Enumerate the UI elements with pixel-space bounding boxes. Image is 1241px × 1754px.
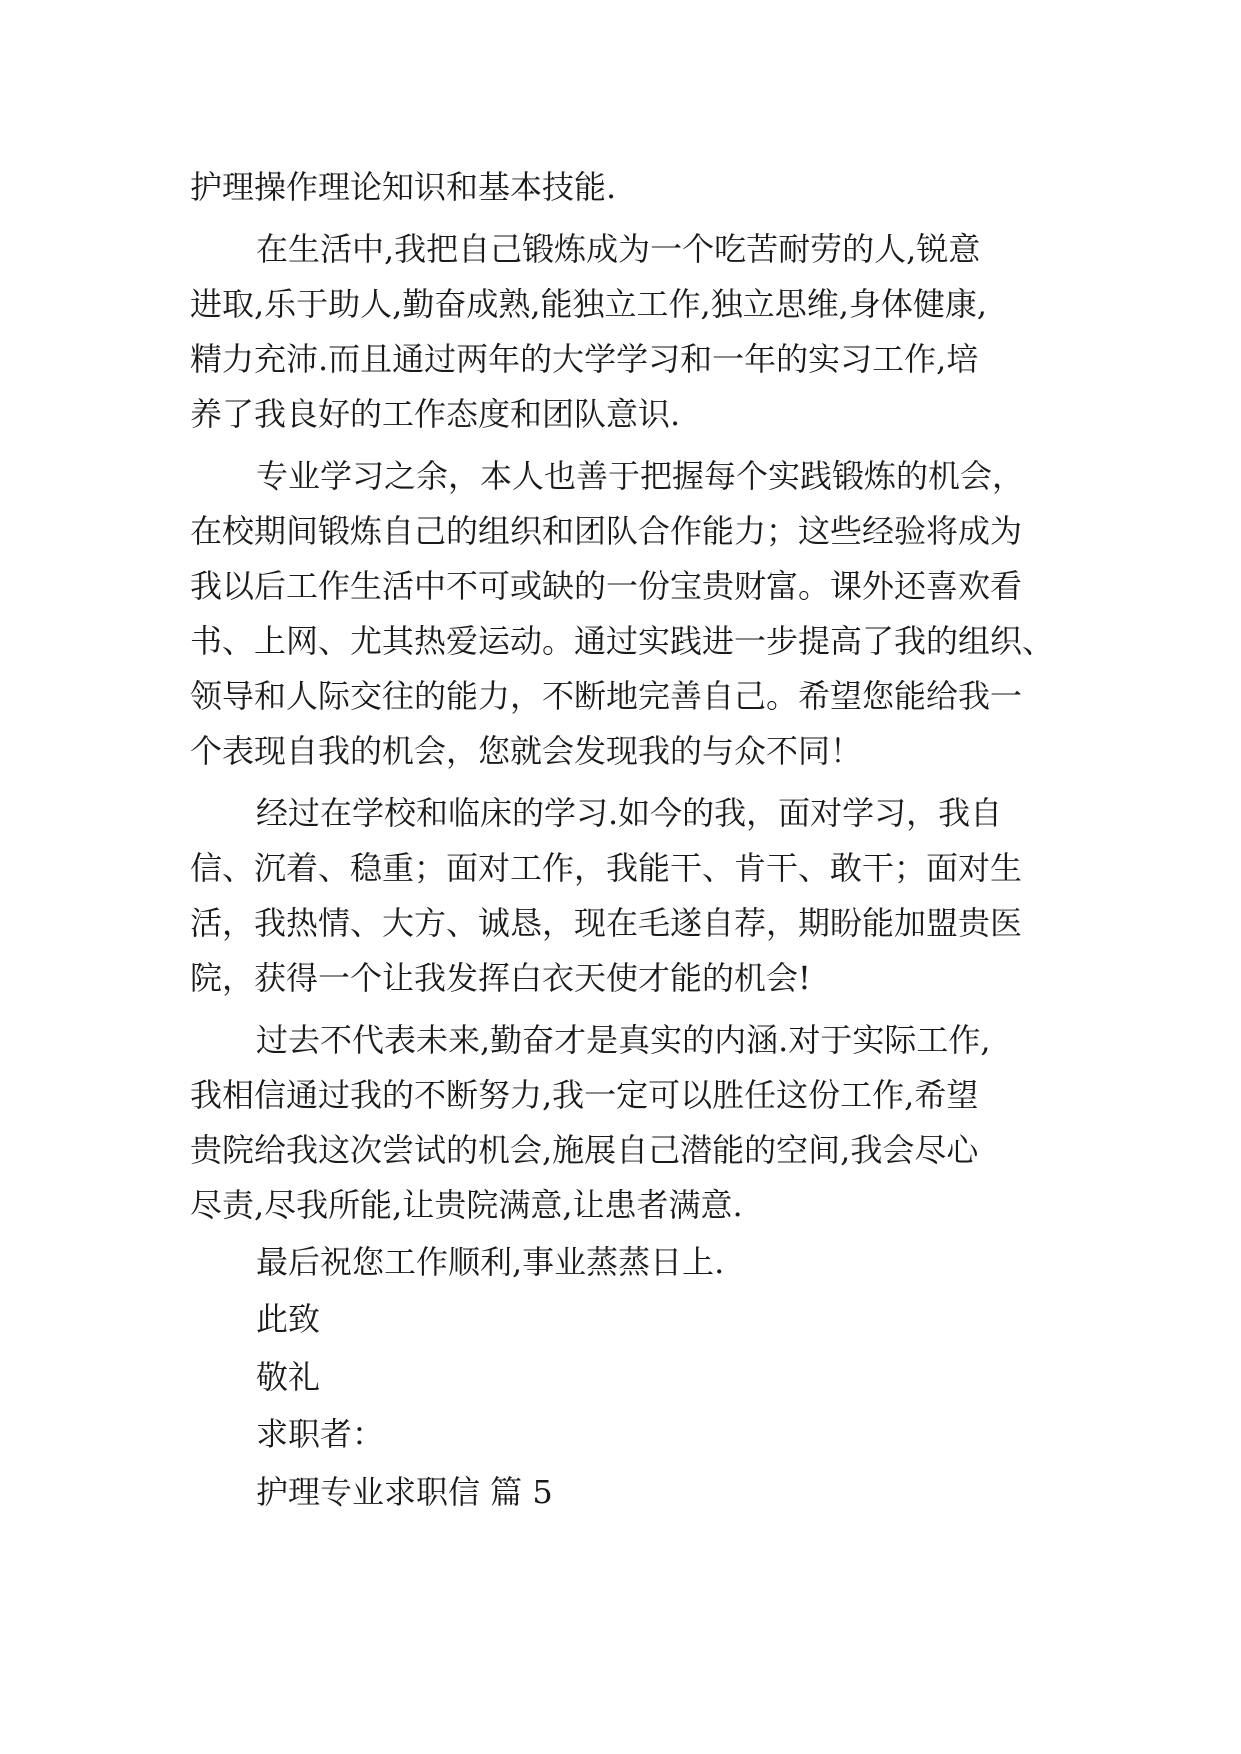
text-line: 在生活中,我把自己锻炼成为一个吃苦耐劳的人,锐意 [256,230,981,268]
text-line: 专业学习之余，本人也善于把握每个实践锻炼的机会， [256,457,1025,495]
text-line: 我相信通过我的不断努力,我一定可以胜任这份工作,希望 [190,1076,979,1114]
text-line: 进取,乐于助人,勤奋成熟,能独立工作,独立思维,身体健康, [190,285,988,323]
text-line: 养了我良好的工作态度和团队意识. [190,395,681,433]
applicant-signature-label: 求职者： [256,1415,385,1453]
text-line: 过去不代表未来,勤奋才是真实的内涵.对于实际工作, [256,1021,991,1059]
text-line: 精力充沛.而且通过两年的大学学习和一年的实习工作,培 [190,340,979,378]
text-line: 院，获得一个让我发挥白衣天使才能的机会! [190,959,811,997]
closing-line: 最后祝您工作顺利,事业蒸蒸日上. [256,1243,725,1281]
text-line: 个表现自我的机会，您就会发现我的与众不同！ [190,732,863,770]
text-line: 信、沉着、稳重；面对工作，我能干、肯干、敢干；面对生 [190,849,1023,887]
section-heading: 护理专业求职信 篇 5 [256,1473,553,1511]
text-line: 尽责,尽我所能,让贵院满意,让患者满意. [190,1186,743,1224]
text-line: 贵院给我这次尝试的机会,施展自己潜能的空间,我会尽心 [190,1131,979,1169]
text-line: 我以后工作生活中不可或缺的一份宝贵财富。课外还喜欢看 [190,567,1023,605]
text-line: 书、上网、尤其热爱运动。通过实践进一步提高了我的组织、 [190,622,1055,660]
salutation-ci-zhi: 此致 [256,1300,321,1338]
salutation-jing-li: 敬礼 [256,1358,321,1396]
text-line: 领导和人际交往的能力，不断地完善自己。希望您能给我一 [190,677,1023,715]
text-line: 护理操作理论知识和基本技能. [190,168,617,206]
text-line: 在校期间锻炼自己的组织和团队合作能力；这些经验将成为 [190,512,1023,550]
text-line: 活，我热情、大方、诚恳，现在毛遂自荐，期盼能加盟贵医 [190,904,1023,942]
text-line: 经过在学校和临床的学习.如今的我，面对学习，我自 [256,794,1003,832]
